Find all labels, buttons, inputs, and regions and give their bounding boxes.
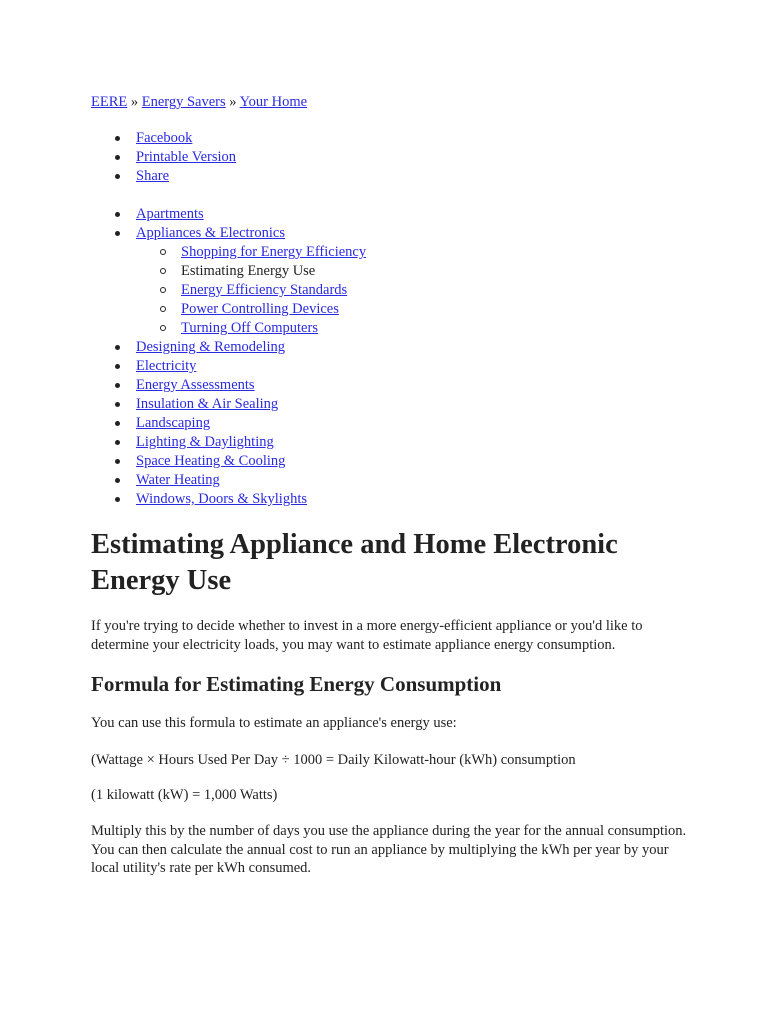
formula-text: (Wattage × Hours Used Per Day ÷ 1000 = Daily Kilowatt-hour (kWh) consumption: [91, 752, 576, 768]
printable-version-link[interactable]: Printable Version: [136, 149, 237, 165]
bullet-icon: [115, 497, 120, 502]
nav-item-space-heating: [91, 452, 366, 471]
share-item-share: [91, 167, 236, 186]
nav-list: [91, 205, 366, 509]
conversion-text: (1 kilowatt (kW) = 1,000 Watts): [91, 787, 278, 803]
sub-link-power[interactable]: Power Controlling Devices: [181, 301, 339, 317]
bullet-icon: [115, 402, 120, 407]
breadcrumb-separator: »: [229, 94, 237, 110]
share-item-printable: [91, 148, 236, 167]
share-item-facebook: [91, 129, 236, 148]
nav-item-designing: [91, 338, 366, 357]
bullet-icon: [115, 364, 120, 369]
bullet-icon: [115, 383, 120, 388]
bullet-icon: [115, 231, 120, 236]
intro-paragraph: If you're trying to decide whether to invest in a more energy-efficient appliance or you'd like to determine your electricity loads, you may want to estimate appliance energy consumption.: [91, 618, 643, 653]
nav-item-water-heating: [91, 471, 366, 490]
nav-item-windows: [91, 490, 366, 509]
bullet-icon: [115, 345, 120, 350]
sub-item-shopping: [136, 243, 366, 262]
bullet-icon: [115, 212, 120, 217]
breadcrumb-separator: »: [130, 94, 139, 110]
bullet-icon: [115, 136, 120, 141]
facebook-link[interactable]: Facebook: [136, 130, 193, 146]
nav-link-landscaping[interactable]: Landscaping: [136, 415, 211, 431]
bullet-icon: [115, 174, 120, 179]
nav-link-appliances[interactable]: Appliances & Electronics: [136, 225, 285, 241]
nav-item-apartments: [91, 205, 366, 224]
bullet-icon: [115, 478, 120, 483]
nav-item-appliances: [91, 224, 366, 338]
circle-bullet-icon: [160, 306, 166, 312]
circle-bullet-icon: [160, 249, 166, 255]
nav-link-windows[interactable]: Windows, Doors & Skylights: [136, 491, 308, 507]
nav-link-space-heating[interactable]: Space Heating & Cooling: [136, 453, 286, 469]
share-link[interactable]: Share: [136, 168, 170, 184]
nav-item-landscaping: [91, 414, 366, 433]
bullet-icon: [115, 155, 120, 160]
sub-current-estimating: Estimating Energy Use: [181, 263, 316, 279]
sub-item-power: [136, 300, 366, 319]
nav-link-assessments[interactable]: Energy Assessments: [136, 377, 255, 393]
bullet-icon: [115, 459, 120, 464]
circle-bullet-icon: [160, 325, 166, 331]
sub-item-standards: [136, 281, 366, 300]
page-title: Estimating Appliance and Home Electronic Energy Use: [91, 529, 618, 596]
circle-bullet-icon: [160, 268, 166, 274]
sub-link-standards[interactable]: Energy Efficiency Standards: [181, 282, 348, 298]
formula-heading: Formula for Estimating Energy Consumption: [91, 672, 502, 696]
sub-link-shopping[interactable]: Shopping for Energy Efficiency: [181, 244, 367, 260]
breadcrumb-eere-link[interactable]: EERE: [91, 94, 128, 110]
nav-item-electricity: [91, 357, 366, 376]
nav-item-assessments: [91, 376, 366, 395]
nav-link-water-heating[interactable]: Water Heating: [136, 472, 220, 488]
sub-item-computers: [136, 319, 366, 338]
appliances-sub-list: [136, 243, 366, 338]
nav-link-lighting[interactable]: Lighting & Daylighting: [136, 434, 274, 450]
nav-item-lighting: [91, 433, 366, 452]
sub-item-estimating: [136, 262, 366, 281]
bullet-icon: [115, 440, 120, 445]
breadcrumb: [91, 93, 307, 112]
nav-link-designing[interactable]: Designing & Remodeling: [136, 339, 286, 355]
nav-link-apartments[interactable]: Apartments: [136, 206, 204, 222]
circle-bullet-icon: [160, 287, 166, 293]
nav-link-electricity[interactable]: Electricity: [136, 358, 197, 374]
nav-item-insulation: [91, 395, 366, 414]
formula-intro-text: You can use this formula to estimate an appliance's energy use:: [91, 715, 457, 731]
bullet-icon: [115, 421, 120, 426]
nav-link-insulation[interactable]: Insulation & Air Sealing: [136, 396, 279, 412]
sub-link-computers[interactable]: Turning Off Computers: [181, 320, 318, 336]
breadcrumb-your-home-link[interactable]: Your Home: [239, 94, 308, 110]
annual-consumption-paragraph: Multiply this by the number of days you use the appliance during the year for the annual consumption. You can then calculate the annual cost to run an appliance by multiplying the kWh per year by your local utility's rate per kWh consumed.: [91, 823, 687, 876]
share-list: [91, 129, 236, 186]
breadcrumb-energy-savers-link[interactable]: Energy Savers: [141, 94, 226, 110]
